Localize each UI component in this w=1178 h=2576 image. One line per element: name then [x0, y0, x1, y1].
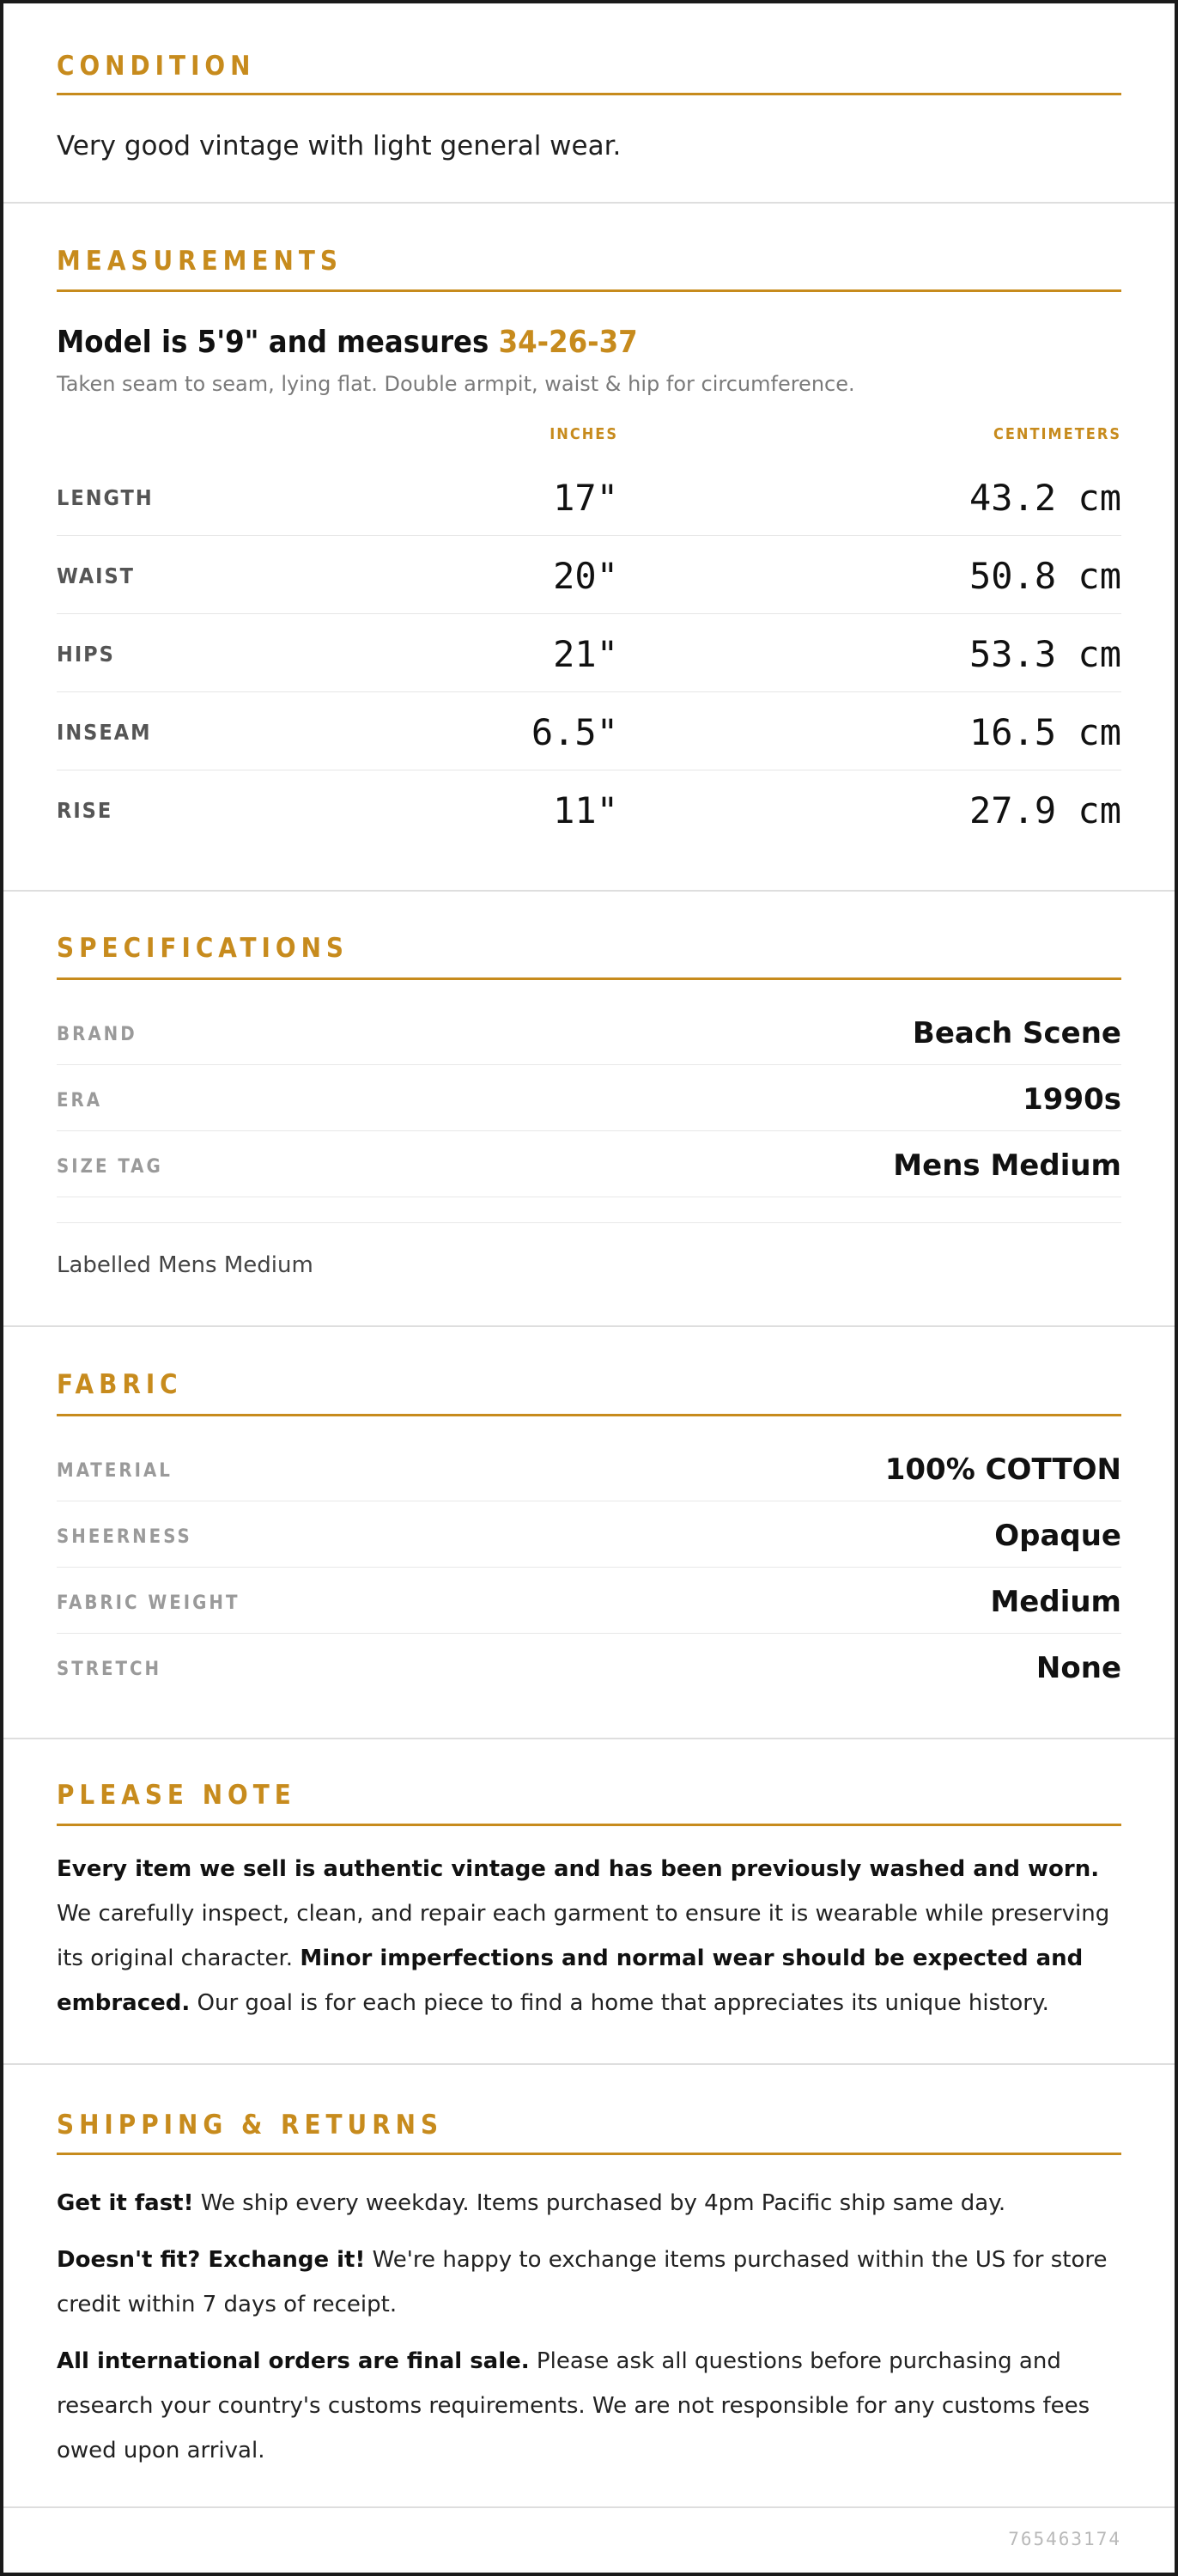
fabric-row-weight: [57, 1568, 1121, 1634]
shipping-exchange-paragraph: [57, 2238, 1121, 2327]
fabric-value: None: [1035, 1651, 1121, 1685]
shipping-fast-paragraph: [57, 2181, 1121, 2226]
shipping-returns-section: [3, 2065, 1175, 2508]
fabric-label: STRETCH: [57, 1659, 162, 1680]
measurement-row-rise: [57, 770, 1121, 849]
fabric-row-stretch: [57, 1634, 1121, 1700]
model-measurements-line: [57, 325, 1121, 360]
measurement-label: HIPS: [57, 642, 115, 667]
note-text-inspect: We carefully inspect, clean, and repair each garment to ensure it is wearable while preserving its original character.: [57, 1901, 1110, 1971]
measurement-inches: 11": [553, 789, 618, 831]
measurement-row-hips: [57, 614, 1121, 692]
condition-section: [3, 3, 1175, 204]
specifications-heading: SPECIFICATIONS: [57, 935, 1121, 980]
measurement-cm: 16.5 cm: [969, 711, 1121, 753]
fabric-label: MATERIAL: [57, 1460, 173, 1482]
fabric-value: Opaque: [994, 1519, 1121, 1553]
specifications-section: [3, 892, 1175, 1327]
please-note-heading: PLEASE NOTE: [57, 1782, 1121, 1826]
spec-row-era: [57, 1065, 1121, 1131]
fabric-row-sheerness: [57, 1501, 1121, 1568]
measurements-section: [3, 204, 1175, 892]
specifications-list: [57, 999, 1121, 1197]
shipping-exchange-bold: Doesn't fit? Exchange it!: [57, 2247, 366, 2273]
spec-value: Beach Scene: [912, 1016, 1121, 1050]
panel-footer: [3, 2508, 1175, 2576]
fabric-section: [3, 1327, 1175, 1739]
spec-value: 1990s: [1023, 1082, 1121, 1117]
spec-label: SIZE TAG: [57, 1156, 163, 1178]
measurement-column-headers: [57, 425, 1121, 451]
model-measures: 34-26-37: [498, 325, 638, 360]
fabric-row-material: [57, 1435, 1121, 1501]
spec-row-size-tag: [57, 1131, 1121, 1197]
measurement-cm: 50.8 cm: [969, 555, 1121, 597]
condition-heading: CONDITION: [57, 53, 1121, 95]
measurement-label: WAIST: [57, 563, 136, 588]
centimeters-column-header: CENTIMETERS: [993, 425, 1121, 443]
spec-row-brand: [57, 999, 1121, 1065]
shipping-heading: SHIPPING & RETURNS: [57, 2112, 1121, 2155]
measurement-inches: 17": [553, 477, 618, 519]
please-note-section: [3, 1739, 1175, 2065]
measurement-cm: 53.3 cm: [969, 633, 1121, 675]
fabric-value: 100% COTTON: [884, 1452, 1121, 1487]
sku-number: 765463174: [1008, 2529, 1121, 2549]
measurement-cm: 43.2 cm: [969, 477, 1121, 519]
measurement-label: LENGTH: [57, 485, 154, 510]
shipping-international-paragraph: [57, 2339, 1121, 2473]
fabric-label: SHEERNESS: [57, 1526, 192, 1548]
shipping-fast-bold: Get it fast!: [57, 2190, 194, 2216]
shipping-fast-text: We ship every weekday. Items purchased by 4pm Pacific ship same day.: [193, 2190, 1006, 2216]
measurement-label: INSEAM: [57, 720, 152, 745]
measurement-row-waist: [57, 536, 1121, 614]
please-note-text: [57, 1847, 1121, 2025]
spec-label: ERA: [57, 1090, 103, 1111]
measurement-inches: 20": [553, 555, 618, 597]
measurement-row-inseam: [57, 692, 1121, 770]
inches-column-header: INCHES: [550, 425, 618, 443]
note-bold-authentic: Every item we sell is authentic vintage and has been previously washed and worn.: [57, 1856, 1100, 1882]
measurement-label: RISE: [57, 798, 113, 823]
condition-text: Very good vintage with light general wear.: [57, 131, 622, 161]
fabric-heading: FABRIC: [57, 1372, 1121, 1416]
shipping-exchange-text: We're happy to exchange items purchased within the US for store credit within 7 days of receipt.: [57, 2247, 1108, 2317]
spec-label: BRAND: [57, 1024, 137, 1045]
note-text-goal: Our goal is for each piece to find a home that appreciates its unique history.: [190, 1990, 1049, 2016]
spec-value: Mens Medium: [893, 1148, 1121, 1183]
measurement-cm: 27.9 cm: [969, 789, 1121, 831]
shipping-international-bold: All international orders are final sale.: [57, 2348, 530, 2374]
fabric-label: FABRIC WEIGHT: [57, 1592, 240, 1614]
note-bold-imperfections: Minor imperfections and normal wear should be expected and embraced.: [57, 1946, 1084, 2016]
measurements-heading: MEASUREMENTS: [57, 248, 1121, 292]
measurement-method-note: Taken seam to seam, lying flat. Double armpit, waist & hip for circumference.: [57, 372, 855, 396]
measurement-inches: 21": [553, 633, 618, 675]
measurement-row-length: [57, 458, 1121, 536]
shipping-international-text: Please ask all questions before purchasing and research your country's customs requirements. We are not responsible for any customs fees owed upon arrival.: [57, 2348, 1090, 2463]
model-prefix: Model is 5'9" and measures: [57, 325, 499, 360]
fabric-list: [57, 1435, 1121, 1700]
measurement-inches: 6.5": [531, 711, 618, 753]
measurement-table: [57, 458, 1121, 849]
size-tag-note: Labelled Mens Medium: [57, 1222, 1121, 1278]
fabric-value: Medium: [990, 1585, 1121, 1619]
